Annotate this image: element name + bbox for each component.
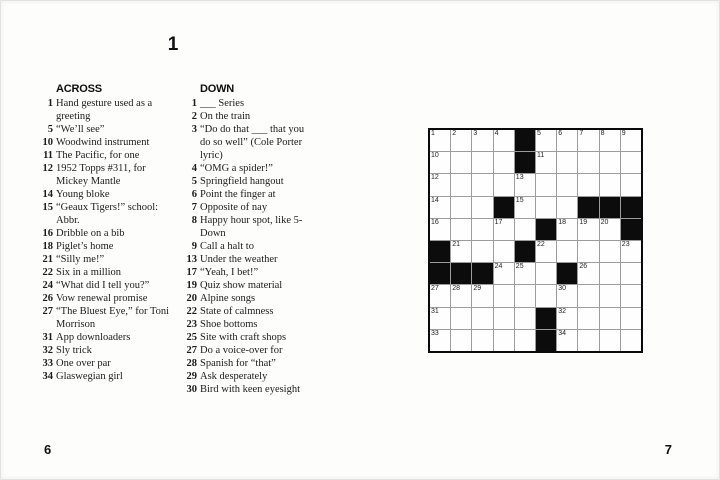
clue (185, 279, 315, 292)
grid-cell-number: 8 (600, 130, 605, 137)
grid-cell-number: 16 (431, 218, 439, 226)
clue-text: Ask desperately (200, 371, 268, 382)
clue-text: App downloaders (56, 332, 131, 343)
grid-cell (557, 241, 577, 262)
grid-cell-black (621, 219, 641, 240)
clue-number: 1 (191, 98, 197, 109)
grid-cell (472, 308, 492, 329)
grid-cell (600, 241, 620, 262)
grid-cell-number: 18 (558, 218, 566, 226)
clue (185, 214, 315, 240)
grid-cell-number: 3 (473, 130, 478, 137)
grid-cell-number: 20 (600, 218, 609, 226)
clue (41, 344, 174, 357)
grid-cell-black (536, 308, 556, 329)
grid-cell (578, 152, 598, 173)
grid-cell (472, 241, 492, 262)
grid-cell-black (494, 197, 514, 218)
clue-text: Under the weather (200, 254, 278, 265)
clue-text: Dribble on a bib (56, 228, 125, 239)
clue-number: 1 (47, 98, 53, 109)
clue-text: One over par (56, 358, 111, 369)
grid-cell (515, 197, 535, 218)
clue (41, 188, 174, 201)
clue-number: 22 (42, 267, 53, 278)
grid-cell (430, 308, 450, 329)
clue-number: 8 (191, 215, 197, 226)
clue-number: 13 (186, 254, 197, 265)
down-section (185, 83, 315, 396)
clue-text: “We’ll see” (56, 124, 105, 135)
clue-number: 20 (186, 293, 197, 304)
clue-text: Spanish for “that” (200, 358, 276, 369)
clue-number: 34 (42, 371, 53, 382)
clue-number: 12 (42, 163, 53, 174)
crossword-grid (428, 128, 643, 353)
grid-cell-number: 32 (558, 307, 566, 315)
clue (41, 253, 174, 266)
clue-number: 3 (191, 124, 197, 135)
clue (41, 123, 174, 136)
grid-cell (515, 330, 535, 351)
across-header: ACROSS (56, 83, 102, 95)
clue-number: 26 (42, 293, 53, 304)
clue-text: The Pacific, for one (56, 150, 140, 161)
clue-number: 33 (42, 358, 53, 369)
grid-cell-number: 23 (621, 241, 630, 248)
clue (185, 240, 315, 253)
clue-number: 25 (186, 332, 197, 343)
clue-text: “Geaux Tigers!” school: Abbr. (56, 202, 159, 226)
grid-cell (600, 263, 620, 284)
clue-text: Quiz show material (200, 280, 283, 291)
grid-cell (430, 285, 450, 306)
clue (185, 305, 315, 318)
grid-cell (451, 197, 471, 218)
grid-cell-number: 26 (579, 263, 588, 271)
clue-text: “OMG a spider!” (200, 163, 273, 174)
grid-cell-number: 6 (558, 130, 563, 137)
grid-cell-number: 29 (473, 285, 482, 293)
clue (41, 357, 174, 370)
clue (41, 292, 174, 305)
clue (185, 110, 315, 123)
grid-cell-number: 33 (431, 329, 439, 337)
grid-cell (451, 174, 471, 195)
grid-cell-number: 5 (537, 130, 541, 137)
grid-cell-number: 10 (431, 152, 439, 160)
grid-cell (430, 152, 450, 173)
grid-cell-black (536, 330, 556, 351)
grid-cell-number: 14 (431, 196, 439, 204)
clue-text: Opposite of nay (200, 202, 268, 213)
grid-cell-number: 25 (515, 263, 524, 271)
grid-cell (578, 130, 598, 151)
grid-cell-black (451, 263, 471, 284)
grid-cell-number: 9 (621, 130, 626, 137)
clue-text: Shoe bottoms (200, 319, 258, 330)
grid-cell (451, 219, 471, 240)
grid-cell-black (536, 219, 556, 240)
clue (41, 370, 174, 383)
grid-cell (472, 174, 492, 195)
clue-text: Bird with keen eyesight (200, 384, 301, 395)
grid-cell (515, 263, 535, 284)
clue-text: Call a halt to (200, 241, 254, 252)
clue-text: Hand gesture used as a greeting (56, 98, 153, 122)
grid-cell (621, 174, 641, 195)
clue-text: Site with craft shops (200, 332, 287, 343)
clue-number: 16 (42, 228, 53, 239)
grid-cell (472, 285, 492, 306)
grid-cell-black (430, 263, 450, 284)
grid-cell-number: 24 (494, 263, 503, 271)
grid-cell (451, 330, 471, 351)
clue (41, 136, 174, 149)
grid-cell (621, 308, 641, 329)
clue-number: 4 (191, 163, 197, 174)
clue (41, 97, 174, 123)
clue-text: On the train (200, 111, 251, 122)
clue-text: Alpine songs (200, 293, 256, 304)
clue-number: 18 (42, 241, 53, 252)
grid-cell (536, 174, 556, 195)
grid-cell-black (600, 197, 620, 218)
clue (41, 162, 174, 188)
clue-number: 21 (42, 254, 53, 265)
grid-cell-number: 15 (515, 196, 524, 204)
clue-number: 30 (186, 384, 197, 395)
clue (41, 266, 174, 279)
clue-text: State of calmness (200, 306, 274, 317)
clue-number: 27 (186, 345, 197, 356)
clue (41, 279, 174, 292)
clue (185, 175, 315, 188)
grid-cell (557, 197, 577, 218)
clue-number: 17 (186, 267, 197, 278)
clue-number: 31 (42, 332, 53, 343)
grid-cell (494, 174, 514, 195)
page-number-right: 7 (664, 442, 672, 457)
clue-text: Glaswegian girl (56, 371, 123, 382)
grid-cell-number: 13 (515, 174, 524, 182)
grid-cell (600, 130, 620, 151)
clue (185, 370, 315, 383)
grid-cell (494, 130, 514, 151)
grid-cell (600, 285, 620, 306)
clue-number: 7 (191, 202, 197, 213)
clue (185, 344, 315, 357)
grid-cell (515, 174, 535, 195)
grid-cell (621, 241, 641, 262)
clue-text: Six in a million (56, 267, 122, 278)
grid-cell (472, 330, 492, 351)
grid-cell (494, 219, 514, 240)
clue (41, 305, 174, 331)
clue-text: Sly trick (56, 345, 92, 356)
across-clues (41, 97, 174, 383)
grid-cell-number: 7 (579, 130, 584, 137)
clue (185, 201, 315, 214)
clue-text: Happy hour spot, like 5-Down (200, 215, 303, 239)
grid-cell-black (515, 152, 535, 173)
grid-cell (494, 152, 514, 173)
clue-text: “What did I tell you?” (56, 280, 150, 291)
clue-text: Woodwind instrument (56, 137, 150, 148)
clue-number: 15 (42, 202, 53, 213)
clue-number: 2 (191, 111, 197, 122)
grid-cell (494, 263, 514, 284)
grid-cell-black (515, 130, 535, 151)
clue-number: 23 (186, 319, 197, 330)
grid-cell (536, 263, 556, 284)
across-section (41, 83, 174, 383)
clue-number: 11 (43, 150, 53, 161)
grid-cell (494, 330, 514, 351)
clue (41, 149, 174, 162)
grid-cell (472, 152, 492, 173)
grid-cell (494, 241, 514, 262)
grid-cell (451, 308, 471, 329)
grid-cell-number: 19 (579, 218, 588, 226)
grid-cell (578, 308, 598, 329)
grid-cell (621, 152, 641, 173)
clue-text: Vow renewal promise (56, 293, 148, 304)
grid-cell (536, 241, 556, 262)
grid-cell (430, 174, 450, 195)
grid-cell-black (472, 263, 492, 284)
puzzle-number: 1 (167, 34, 179, 55)
grid-cell (600, 219, 620, 240)
clue-number: 6 (191, 189, 197, 200)
clue-number: 27 (42, 306, 53, 317)
clue (41, 201, 174, 227)
grid-cell-number: 31 (431, 307, 439, 315)
clue-text: “Yeah, I bet!” (200, 267, 259, 278)
grid-cell (621, 330, 641, 351)
grid-cell (621, 263, 641, 284)
grid-cell-black (578, 197, 598, 218)
grid-cell (536, 152, 556, 173)
clue (41, 331, 174, 344)
clue-number: 10 (42, 137, 53, 148)
grid-cell-number: 30 (558, 285, 566, 293)
clue-number: 9 (191, 241, 197, 252)
clue-number: 14 (42, 189, 53, 200)
grid-cell-black (557, 263, 577, 284)
grid-cell (557, 285, 577, 306)
clue-text: “Do do that ___ that you do so well” (Cole Porter lyric) (200, 124, 305, 161)
grid-cell (451, 130, 471, 151)
clue (185, 318, 315, 331)
clue (185, 357, 315, 370)
clue-text: Point the finger at (200, 189, 276, 200)
clue (185, 266, 315, 279)
grid-cell (430, 130, 450, 151)
grid-cell (515, 285, 535, 306)
clue-number: 24 (42, 280, 53, 291)
grid-cell (578, 330, 598, 351)
clue-text: Springfield hangout (200, 176, 284, 187)
grid-cell (557, 152, 577, 173)
grid-cell-number: 22 (537, 241, 545, 248)
grid-cell-number: 2 (452, 130, 457, 137)
grid-cell (472, 197, 492, 218)
grid-cell-number: 21 (452, 241, 460, 248)
grid-cell (578, 263, 598, 284)
grid-cell (451, 241, 471, 262)
grid-cell (578, 285, 598, 306)
clue (185, 383, 315, 396)
grid-cell (472, 130, 492, 151)
clue-number: 28 (186, 358, 197, 369)
grid-cell (536, 285, 556, 306)
clue (185, 292, 315, 305)
clue-text: 1952 Topps #311, for Mickey Mantle (56, 163, 146, 187)
grid-cell (430, 330, 450, 351)
grid-cell (494, 285, 514, 306)
clue (185, 253, 315, 266)
clue-number: 29 (186, 371, 197, 382)
grid-cell-number: 12 (431, 174, 439, 182)
clue-text: “Silly me!” (56, 254, 105, 265)
grid-cell (536, 197, 556, 218)
grid-cell (557, 174, 577, 195)
grid-cell-black (430, 241, 450, 262)
grid-cell (451, 152, 471, 173)
grid-cell (472, 219, 492, 240)
page-number-left: 6 (44, 442, 52, 457)
grid-cell-number: 4 (494, 130, 499, 137)
grid-cell (578, 174, 598, 195)
clue (185, 97, 315, 110)
grid-cell-number: 11 (537, 152, 545, 160)
grid-cell (536, 130, 556, 151)
grid-cell-number: 27 (431, 285, 439, 293)
grid-cell (621, 285, 641, 306)
grid-cell-number: 1 (431, 130, 435, 137)
clue-text: ___ Series (200, 98, 245, 109)
grid-cell (515, 219, 535, 240)
grid-cell (557, 130, 577, 151)
clue (185, 162, 315, 175)
clue-text: “The Bluest Eye,” for Toni Morrison (56, 306, 170, 330)
clue-number: 22 (186, 306, 197, 317)
grid-cell-number: 28 (452, 285, 460, 293)
clue (185, 331, 315, 344)
grid-cell-number: 34 (558, 329, 566, 337)
grid-cell (430, 197, 450, 218)
clue-text: Young bloke (56, 189, 110, 200)
clue-text: Piglet’s home (56, 241, 114, 252)
clue-number: 5 (47, 124, 53, 135)
grid-cell (430, 219, 450, 240)
grid-cell (557, 219, 577, 240)
grid-cell (557, 330, 577, 351)
clue-text: Do a voice-over for (200, 345, 283, 356)
grid-cell-black (621, 197, 641, 218)
clue-number: 5 (191, 176, 197, 187)
grid-cell (621, 130, 641, 151)
clue-number: 19 (186, 280, 197, 291)
down-header: DOWN (200, 83, 235, 95)
grid-cell (515, 308, 535, 329)
down-clues (185, 97, 315, 396)
clue (185, 123, 315, 162)
grid-cell (600, 308, 620, 329)
grid-cell (557, 308, 577, 329)
clue-number: 32 (42, 345, 53, 356)
clue (41, 240, 174, 253)
grid-cell (494, 308, 514, 329)
grid-cell (578, 219, 598, 240)
clue (185, 188, 315, 201)
grid-cell (600, 174, 620, 195)
grid-cell (451, 285, 471, 306)
grid-cell-black (515, 241, 535, 262)
grid-cell-number: 17 (494, 218, 503, 226)
grid-cell (600, 152, 620, 173)
grid-cell (578, 241, 598, 262)
grid-cell (600, 330, 620, 351)
clue (41, 227, 174, 240)
